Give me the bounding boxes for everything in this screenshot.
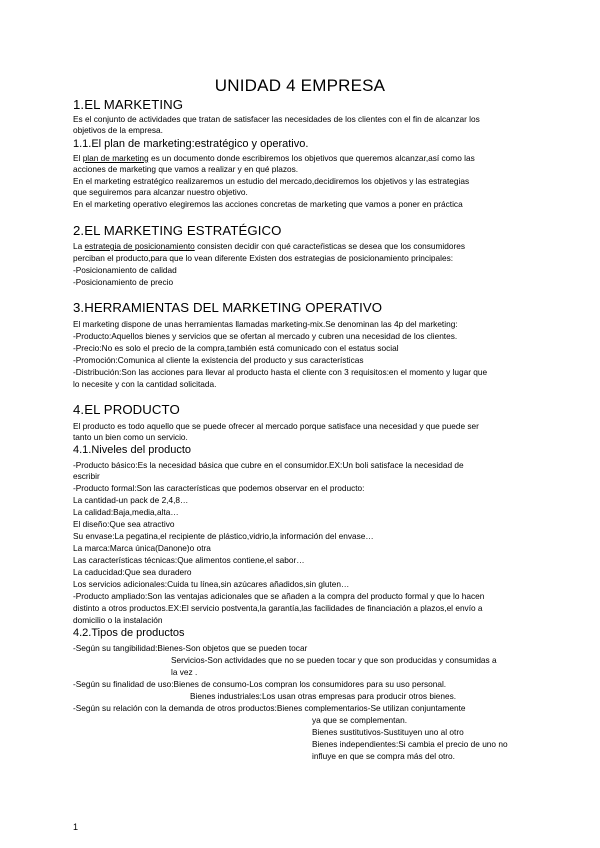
list-item: La caducidad:Que sea duradero bbox=[73, 567, 192, 577]
paragraph-line: El marketing dispone de unas herramientas llamadas marketing-mix.Se denominan las 4p del marketing: bbox=[73, 319, 458, 329]
list-item: Bienes industriales:Los usan otras empresas para producir otros bienes. bbox=[190, 691, 457, 701]
list-item: escribir bbox=[73, 471, 100, 481]
list-item: -Posicionamiento de precio bbox=[73, 277, 174, 287]
list-item: -Promoción:Comunica al cliente la existencia del producto y sus características bbox=[73, 355, 364, 365]
list-item: -Según su tangibilidad:Bienes-Son objetos que se pueden tocar bbox=[73, 643, 308, 653]
list-item: La marca:Marca única(Danone)o otra bbox=[73, 543, 211, 553]
section-heading-herramientas: 3.HERRAMIENTAS DEL MARKETING OPERATIVO bbox=[73, 300, 383, 315]
list-item: La cantidad-un pack de 2,4,8… bbox=[73, 495, 189, 505]
paragraph-line: tanto un bien como un servicio. bbox=[73, 432, 188, 442]
list-item: domicilio o la instalación bbox=[73, 615, 163, 625]
paragraph-line: perciban el producto,para que lo vean diferente Existen dos estrategias de posicionamiento principales: bbox=[73, 253, 454, 263]
list-item: ya que se complementan. bbox=[312, 715, 408, 725]
paragraph-line: acciones de marketing que vamos a realizar y en qué plazos. bbox=[73, 164, 299, 174]
section-heading-producto: 4.EL PRODUCTO bbox=[73, 402, 180, 417]
list-item: -Según su relación con la demanda de otros productos:Bienes complementarios-Se utilizan conjuntamente bbox=[73, 703, 466, 713]
page-number: 1 bbox=[73, 822, 79, 832]
paragraph-line: Es el conjunto de actividades que tratan de satisfacer las necesidades de los clientes con el fin de alcanzar los bbox=[73, 114, 480, 124]
paragraph-line: que seguiremos para alcanzar nuestro objetivo. bbox=[73, 187, 248, 197]
list-item: La calidad:Baja,media,alta… bbox=[73, 507, 179, 517]
paragraph-line: En el marketing operativo elegiremos las acciones concretas de marketing que vamos a poner en práctica bbox=[73, 199, 463, 209]
list-item: lo necesite y con la cantidad solicitada. bbox=[73, 379, 217, 389]
subsection-heading-plan: 1.1.El plan de marketing:estratégico y operativo. bbox=[73, 138, 309, 150]
list-item: distinto a otros productos.EX:El servicio postventa,la garantía,las facilidades de financiación a plazos,el envío a bbox=[73, 603, 483, 613]
list-item: El diseño:Que sea atractivo bbox=[73, 519, 175, 529]
list-item: Los servicios adicionales:Cuida tu línea,sin azúcares añadidos,sin gluten… bbox=[73, 579, 350, 589]
paragraph-line: En el marketing estratégico realizaremos un estudio del mercado,decidiremos los objetivos y las estrategias bbox=[73, 176, 470, 186]
list-item: -Distribución:Son las acciones para llevar al producto hasta el cliente con 3 requisitos:en el momento y lugar que bbox=[73, 367, 488, 377]
list-item: -Producto básico:Es la necesidad básica que cubre en el consumidor.EX:Un boli satisface la necesidad de bbox=[73, 460, 464, 470]
list-item: la vez . bbox=[171, 667, 198, 677]
list-item: Servicios-Son actividades que no se pueden tocar y que son producidas y consumidas a bbox=[171, 655, 497, 665]
list-item: -Producto ampliado:Son las ventajas adicionales que se añaden a la compra del producto formal y que lo hacen bbox=[73, 591, 485, 601]
list-item: Su envase:La pegatina,el recipiente de plástico,vidrio,la información del envase… bbox=[73, 531, 374, 541]
paragraph-line: objetivos de la empresa. bbox=[73, 125, 163, 135]
list-item: -Según su finalidad de uso:Bienes de consumo-Los compran los consumidores para su uso personal. bbox=[73, 679, 447, 689]
section-heading-estrategico: 2.EL MARKETING ESTRATÉGICO bbox=[73, 223, 282, 238]
list-item: Bienes sustitutivos-Sustituyen uno al otro bbox=[312, 727, 464, 737]
list-item: -Posicionamiento de calidad bbox=[73, 265, 177, 275]
subsection-heading-niveles: 4.1.Niveles del producto bbox=[73, 444, 192, 456]
list-item: Las características técnicas:Que alimentos contiene,el sabor… bbox=[73, 555, 305, 565]
paragraph-line: El producto es todo aquello que se puede ofrecer al mercado porque satisface una necesidad y que puede ser bbox=[73, 421, 479, 431]
section-heading-marketing: 1.EL MARKETING bbox=[73, 97, 184, 112]
paragraph-line: El plan de marketing es un documento donde escribiremos los objetivos que queremos alcanzar,así como las bbox=[73, 153, 475, 163]
list-item: Bienes independientes:Si cambia el precio de uno no bbox=[312, 739, 508, 749]
subsection-heading-tipos: 4.2.Tipos de productos bbox=[73, 627, 185, 639]
paragraph-line: La estrategia de posicionamiento consisten decidir con qué caracteŕisticas se desea que los consumidores bbox=[73, 241, 466, 251]
list-item: influye en que se compra más del otro. bbox=[312, 751, 455, 761]
list-item: -Producto formal:Son las características que podemos observar en el producto: bbox=[73, 483, 365, 493]
list-item: -Precio:No es solo el precio de la compra,también está comunicado con el estatus social bbox=[73, 343, 399, 353]
list-item: -Producto:Aquellos bienes y servicios que se ofertan al mercado y cubren una necesidad de los clientes. bbox=[73, 331, 458, 341]
document-title: UNIDAD 4 EMPRESA bbox=[214, 76, 386, 95]
